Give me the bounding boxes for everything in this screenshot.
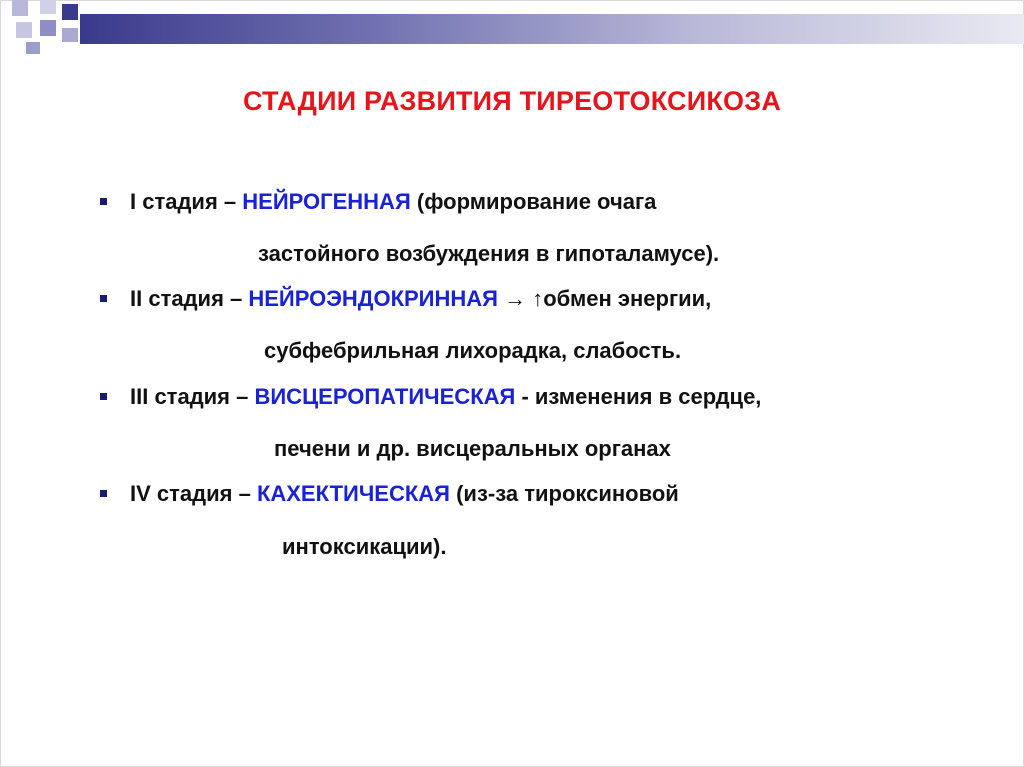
stage-3-name: ВИСЦЕРОПАТИЧЕСКАЯ: [254, 384, 516, 409]
stage-2-line: [130, 286, 711, 312]
stage-4-prefix: IV стадия –: [130, 481, 257, 506]
decor-square-1: [12, 0, 28, 16]
decor-square-4: [16, 22, 32, 38]
bullet-marker: [100, 490, 107, 497]
decor-square-6: [62, 28, 78, 42]
decor-square-3: [62, 4, 78, 20]
slide-title: СТАДИИ РАЗВИТИЯ ТИРЕОТОКСИКОЗА: [242, 86, 782, 116]
stage-1-rest: (формирование очага: [410, 189, 657, 214]
stage-2-rest: обмен энергии,: [543, 286, 712, 311]
bullet-marker: [100, 198, 107, 205]
stage-4-rest: (из-за тироксиновой: [449, 481, 679, 506]
stage-1-name: НЕЙРОГЕННАЯ: [242, 189, 411, 214]
bullet-marker: [100, 295, 107, 302]
stage-3-rest: - изменения в сердце,: [515, 384, 762, 409]
bullet-marker: [100, 393, 107, 400]
stage-1-continuation: застойного возбуждения в гипоталамусе).: [258, 241, 720, 266]
stage-4-line: [130, 481, 679, 507]
decor-square-5: [40, 20, 56, 36]
stage-2-name: НЕЙРОЭНДОКРИННАЯ: [248, 286, 498, 311]
stage-1-line: [130, 189, 656, 215]
decor-square-7: [26, 42, 40, 54]
header-gradient-bar: [80, 14, 1024, 44]
stage-3-line: [130, 384, 761, 410]
stage-2-continuation: субфебрильная лихорадка, слабость.: [264, 338, 682, 363]
stage-4-name: КАХЕКТИЧЕСКАЯ: [256, 481, 450, 506]
stage-3-prefix: III стадия –: [130, 384, 255, 409]
stage-3-continuation: печени и др. висцеральных органах: [274, 436, 671, 461]
decor-square-2: [40, 0, 56, 14]
stage-2-prefix: II стадия –: [130, 286, 249, 311]
stage-4-continuation: интоксикации).: [282, 534, 447, 559]
stage-1-prefix: I стадия –: [130, 189, 243, 214]
stage-2-arrows: → ↑: [497, 286, 544, 311]
